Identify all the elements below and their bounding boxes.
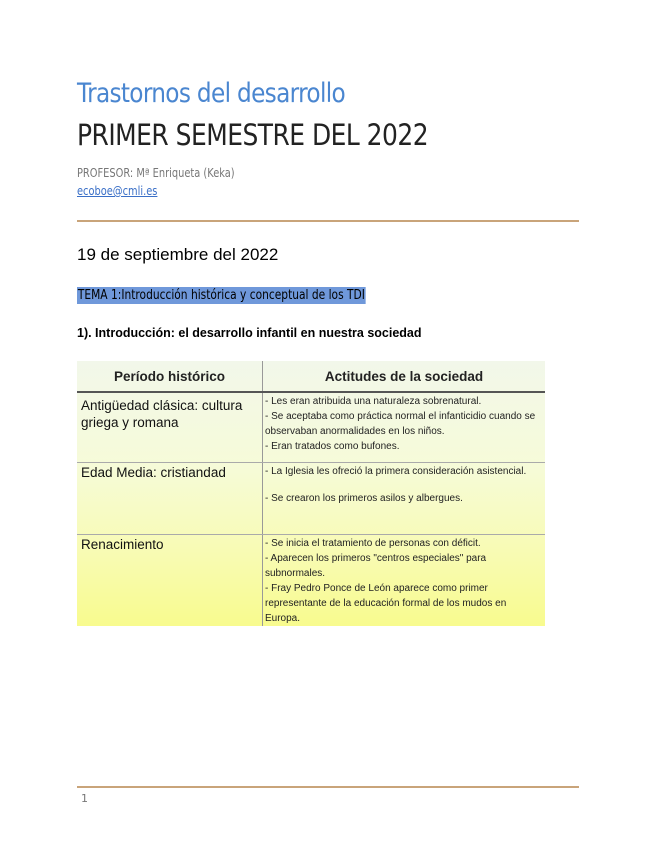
column-header-attitudes: Actitudes de la sociedad [263, 361, 546, 392]
attitude-line: - La Iglesia les ofreció la primera consideración asistencial. [265, 465, 527, 477]
attitude-line: - Se inicia el tratamiento de personas con déficit. [265, 537, 481, 549]
table-header-row [77, 361, 545, 392]
header-divider [77, 220, 579, 222]
attitude-line: - Se crearon los primeros asilos y albergues. [265, 492, 463, 504]
table-row [77, 392, 545, 462]
column-header-period: Período histórico [77, 361, 263, 392]
history-table [77, 361, 545, 626]
attitude-line: - Fray Pedro Ponce de León aparece como primer representante de la educación formal de los mudos en Europa. [265, 582, 507, 624]
date-heading: 19 de septiembre del 2022 [77, 245, 279, 264]
table-row [77, 534, 545, 626]
attitude-line: - Les eran atribuida una naturaleza sobrenatural. [265, 396, 482, 407]
page-number: 1 [81, 792, 88, 805]
attitude-line: - Se aceptaba como práctica normal el infanticidio cuando se observaban anormalidades en los niños. [265, 411, 536, 437]
tema-heading: TEMA 1:Introducción histórica y conceptual de los TDI [77, 288, 365, 303]
attitude-line: - Aparecen los primeros "centros especiales" para subnormales. [265, 552, 487, 579]
attitudes-cell [263, 392, 546, 462]
footer-divider [77, 786, 579, 788]
attitudes-cell [263, 462, 546, 534]
table-row [77, 462, 545, 534]
document-subtitle: PRIMER SEMESTRE DEL 2022 [77, 118, 429, 152]
attitudes-cell [263, 534, 546, 626]
attitude-line: - Eran tratados como bufones. [265, 441, 400, 452]
period-cell: Edad Media: cristiandad [77, 462, 263, 534]
section-title: 1). Introducción: el desarrollo infantil en nuestra sociedad [77, 326, 422, 340]
period-cell: Antigüedad clásica: cultura griega y romana [77, 392, 263, 462]
period-cell: Renacimiento [77, 534, 263, 626]
document-title: Trastornos del desarrollo [77, 78, 345, 109]
email-link[interactable]: ecoboe@cmli.es [77, 184, 158, 198]
professor-name: PROFESOR: Mª Enriqueta (Keka) [77, 166, 235, 180]
